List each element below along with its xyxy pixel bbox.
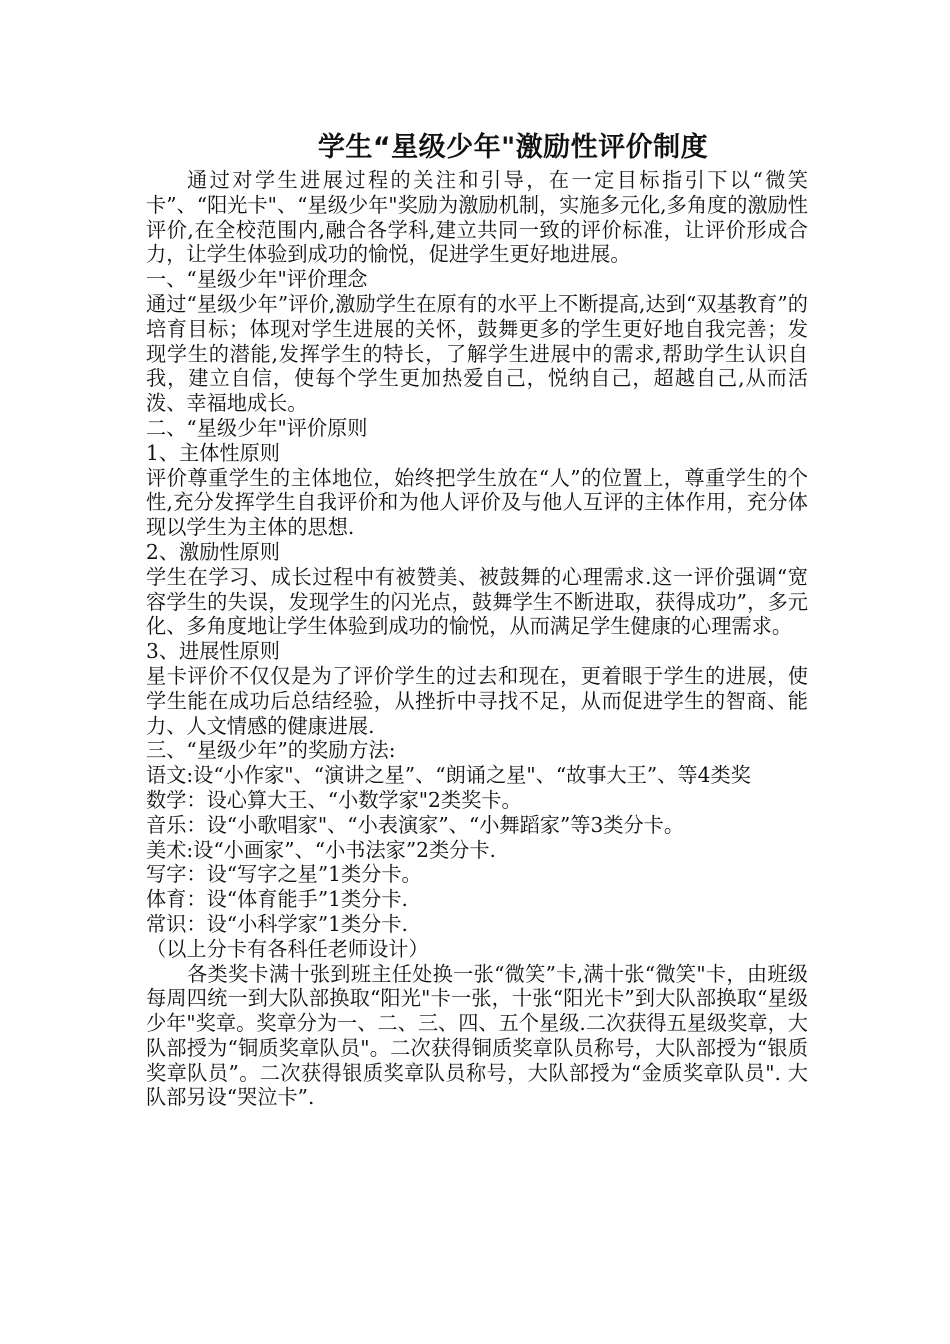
section1-paragraph: 通过“星级少年”评价,激励学生在原有的水平上不断提高,达到“双基教育”的培育目标；体现对学生进展的关怀，鼓舞更多的学生更好地自我完善；发现学生的潜能,发挥学生的特长，了解学生进展中的需求,帮助学生认识自我，建立自信，使每个学生更加热爱自己，悦纳自己，超越自己,从而活泼、幸福地成长。 xyxy=(146,291,808,416)
document-title: 学生“星级少年"激励性评价制度 xyxy=(317,132,709,163)
principle1-paragraph: 评价尊重学生的主体地位，始终把学生放在“人”的位置上，尊重学生的个性,充分发挥学生自我评价和为他人评价及与他人互评的主体作用，充分体现以学生为主体的思想. xyxy=(146,465,808,540)
principle2-paragraph: 学生在学习、成长过程中有被赞美、被鼓舞的心理需求.这一评价强调“宽容学生的失误，发现学生的闪光点，鼓舞学生不断进取，获得成功”，多元化、多角度地让学生体验到成功的愉悦，从而满足学生健康的心理需求。 xyxy=(146,564,808,639)
section2-heading: 二、“星级少年"评价原则 xyxy=(146,415,368,440)
section3-heading: 三、“星级少年”的奖励方法: xyxy=(146,738,396,763)
award-pe: 体育：设“体育能手”1类分卡. xyxy=(146,887,408,912)
principle2-heading: 2、激励性原则 xyxy=(146,539,280,564)
intro-paragraph: 通过对学生进展过程的关注和引导，在一定目标指引下以“微笑卡”、“阳光卡"、“星级少年"奖励为激励机制，实施多元化,多角度的激励性评价,在全校范围内,融合各学科,建立共同一致的评价标准，让评价形成合力，让学生体验到成功的愉悦，促进学生更好地进展。 xyxy=(146,168,808,267)
award-art: 美术:设“小画家”、“小书法家”2类分卡. xyxy=(146,837,496,862)
award-music: 音乐：设“小歌唱家"、“小表演家”、“小舞蹈家”等3类分卡。 xyxy=(146,812,685,837)
principle3-heading: 3、进展性原则 xyxy=(146,639,280,664)
document-page xyxy=(146,128,808,1110)
award-science: 常识：设“小科学家”1类分卡. xyxy=(146,911,408,936)
award-writing: 写字：设“写字之星”1类分卡。 xyxy=(146,862,422,887)
section1-heading: 一、“星级少年"评价理念 xyxy=(146,267,368,292)
principle3-paragraph: 星卡评价不仅仅是为了评价学生的过去和现在，更着眼于学生的进展，使学生能在成功后总结经验，从挫折中寻找不足，从而促进学生的智商、能力、人文情感的健康进展. xyxy=(146,663,808,738)
principle1-heading: 1、主体性原则 xyxy=(146,440,280,465)
award-note: （以上分卡有各科任老师设计） xyxy=(146,936,429,961)
closing-paragraph: 各类奖卡满十张到班主任处换一张“微笑”卡,满十张“微笑"卡，由班级每周四统一到大队部换取“阳光"卡一张，十张“阳光卡”到大队部换取“星级少年"奖章。奖章分为一、二、三、四、五个星级.二次获得五星级奖章，大队部授为“铜质奖章队员"。二次获得铜质奖章队员称号，大队部授为“银质奖章队员”。二次获得银质奖章队员称号，大队部授为“金质奖章队员". 大队部另设“哭泣卡”. xyxy=(146,961,808,1110)
award-chinese: 语文:设“小作家"、“演讲之星”、“朗诵之星"、“故事大王”、等4类奖 xyxy=(146,763,751,788)
award-math: 数学：设心算大王、“小数学家"2类奖卡。 xyxy=(146,787,522,812)
